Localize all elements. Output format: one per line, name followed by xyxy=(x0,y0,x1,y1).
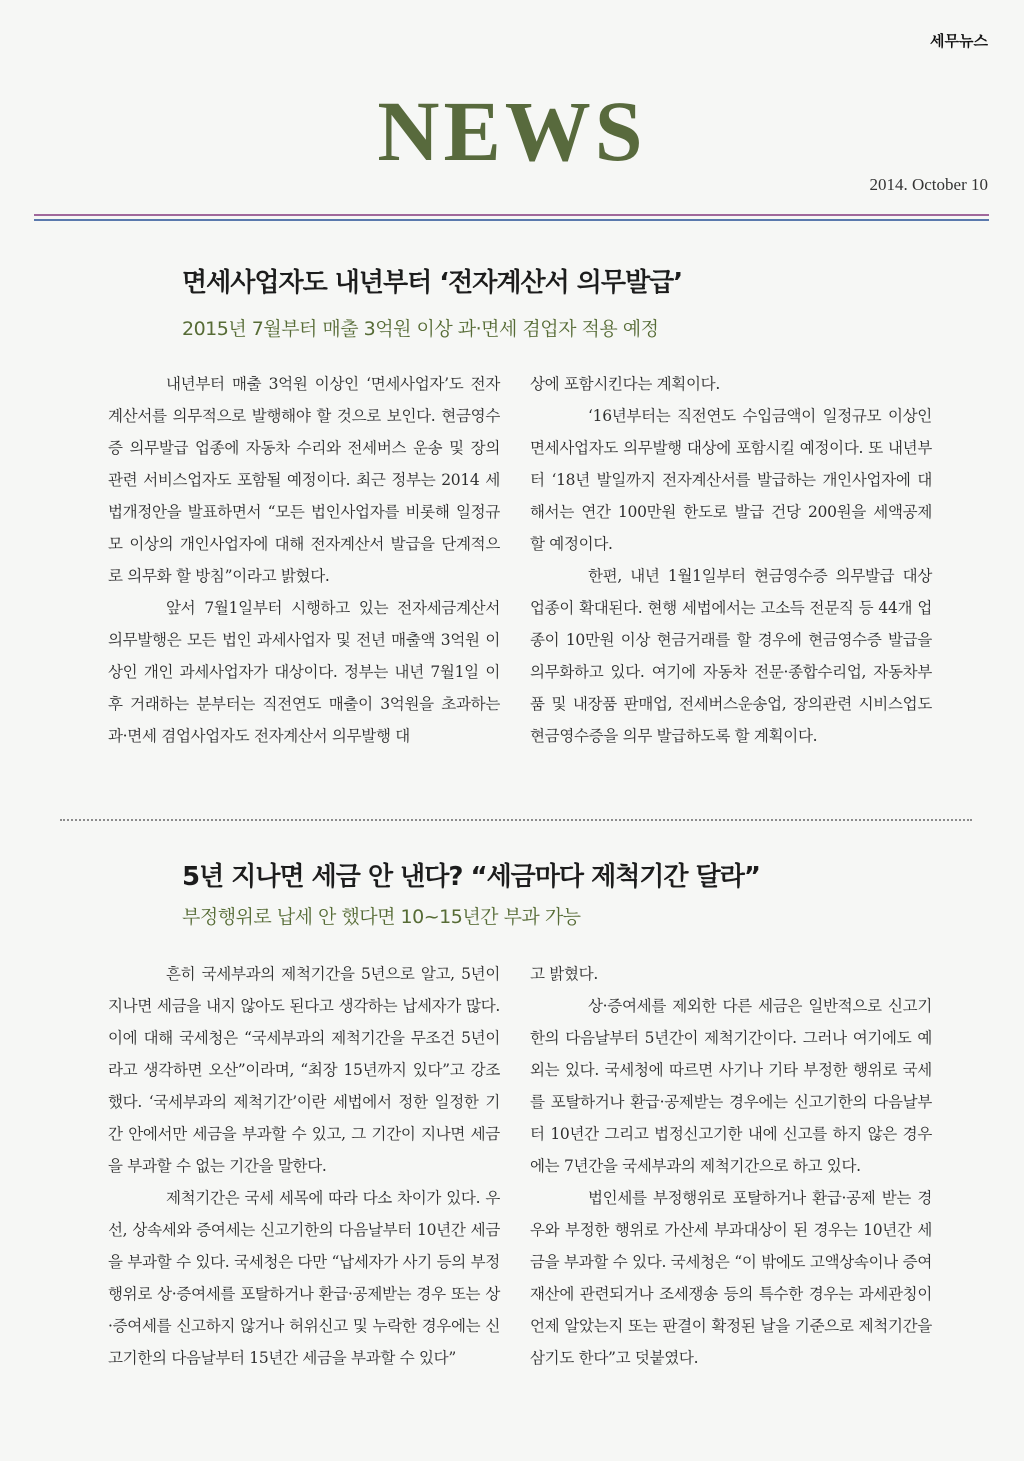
article-1-paragraph: 앞서 7월1일부터 시행하고 있는 전자세금계산서 의무발행은 모든 법인 과세사업자 및 전년 매출액 3억원 이상인 개인 과세사업자가 대상이다. 정부는 내년 7월1일 이후 거래하는 분부터는 직전연도 매출이 3억원을 초과하는 과·면세 겸업사업자도 전자계산서 의무발행 대 xyxy=(108,599,500,745)
article-2-paragraph: 흔히 국세부과의 제척기간을 5년으로 알고, 5년이 지나면 세금을 내지 않아도 된다고 생각하는 납세자가 많다. 이에 대해 국세청은 “국세부과의 제척기간을 무조건 5년이라고 생각하면 오산”이라며, “최장 15년까지 있다”고 강조했다. ‘국세부과의 제척기간’이란 세법에서 정한 일정한 기간 안에서만 세금을 부과할 수 있고, 그 기간이 지나면 세금을 부과할 수 없는 기간을 말한다. xyxy=(108,965,500,1175)
article-1-right-column xyxy=(530,368,932,752)
article-divider xyxy=(60,819,972,821)
article-1-left-column xyxy=(108,368,500,752)
article-2-continuation: 고 밝혔다. xyxy=(530,965,598,983)
article-2-right-column xyxy=(530,958,932,1374)
section-tag: 세무뉴스 xyxy=(930,32,988,50)
article-1-paragraph: 한편, 내년 1월1일부터 현금영수증 의무발급 대상 업종이 확대된다. 현행 세법에서는 고소득 전문직 등 44개 업종이 10만원 이상 현금거래를 할 경우에 현금영수증 발급을 의무화하고 있다. 여기에 자동차 전문·종합수리업, 자동차부품 및 내장품 판매업, 전세버스운송업, 장의관련 시비스업도 현금영수증을 의무 발급하도록 할 계획이다. xyxy=(530,567,932,745)
masthead-title: NEWS xyxy=(377,83,647,179)
article-2-subhead: 부정행위로 납세 안 했다면 10~15년간 부과 가능 xyxy=(182,906,581,928)
article-2-headline: 5년 지나면 세금 안 낸다? “세금마다 제척기간 달라” xyxy=(182,862,760,892)
article-1-headline: 면세사업자도 내년부터 ‘전자계산서 의무발급’ xyxy=(182,268,683,298)
article-1-subhead: 2015년 7월부터 매출 3억원 이상 과·면세 겸업자 적용 예정 xyxy=(182,318,659,340)
article-1-paragraph: ‘16년부터는 직전연도 수입금액이 일정규모 이상인 면세사업자도 의무발행 대상에 포함시킬 예정이다. 또 내년부터 ‘18년 발일까지 전자계산서를 발급하는 개인사업자에 대해서는 연간 100만원 한도로 발급 건당 200원을 세액공제 할 예정이다. xyxy=(530,407,932,553)
article-2-left-column xyxy=(108,958,500,1374)
article-2-paragraph: 법인세를 부정행위로 포탈하거나 환급·공제 받는 경우와 부정한 행위로 가산세 부과대상이 된 경우는 10년간 세금을 부과할 수 있다. 국세청은 “이 밖에도 고액상속이나 증여재산에 관련되거나 조세쟁송 등의 특수한 경우는 과세관칭이 언제 알았는지 또는 판결이 확정된 날을 기준으로 제척기간을 삼기도 한다”고 덧붙였다. xyxy=(530,1189,932,1367)
header-rule xyxy=(34,214,989,224)
article-1-paragraph: 내년부터 매출 3억원 이상인 ‘면세사업자’도 전자계산서를 의무적으로 발행해야 할 것으로 보인다. 현금영수증 의무발급 업종에 자동차 수리와 전세버스 운송 및 장의 관련 서비스업자도 포함될 예정이다. 최근 정부는 2014 세법개정안을 발표하면서 “모든 법인사업자를 비롯해 일정규모 이상의 개인사업자에 대해 전자계산서 발급을 단계적으로 의무화 할 방침”이라고 밝혔다. xyxy=(108,375,500,585)
article-1-continuation: 상에 포함시킨다는 계획이다. xyxy=(530,375,720,393)
article-2-paragraph: 상·증여세를 제외한 다른 세금은 일반적으로 신고기한의 다음날부터 5년간이 제척기간이다. 그러나 여기에도 예외는 있다. 국세청에 따르면 사기나 기타 부정한 행위로 국세를 포탈하거나 환급·공제받는 경우에는 신고기한의 다음날부터 10년간 그리고 법정신고기한 내에 신고를 하지 않은 경우에는 7년간을 국세부과의 제척기간으로 하고 있다. xyxy=(530,997,932,1175)
article-2-paragraph: 제척기간은 국세 세목에 따라 다소 차이가 있다. 우선, 상속세와 증여세는 신고기한의 다음날부터 10년간 세금을 부과할 수 있다. 국세청은 다만 “납세자가 사기 등의 부정행위로 상·증여세를 포탈하거나 환급·공제받는 경우 또는 상·증여세를 신고하지 않거나 허위신고 및 누락한 경우에는 신고기한의 다음날부터 15년간 세금을 부과할 수 있다” xyxy=(108,1189,500,1367)
issue-date: 2014. October 10 xyxy=(869,175,988,194)
